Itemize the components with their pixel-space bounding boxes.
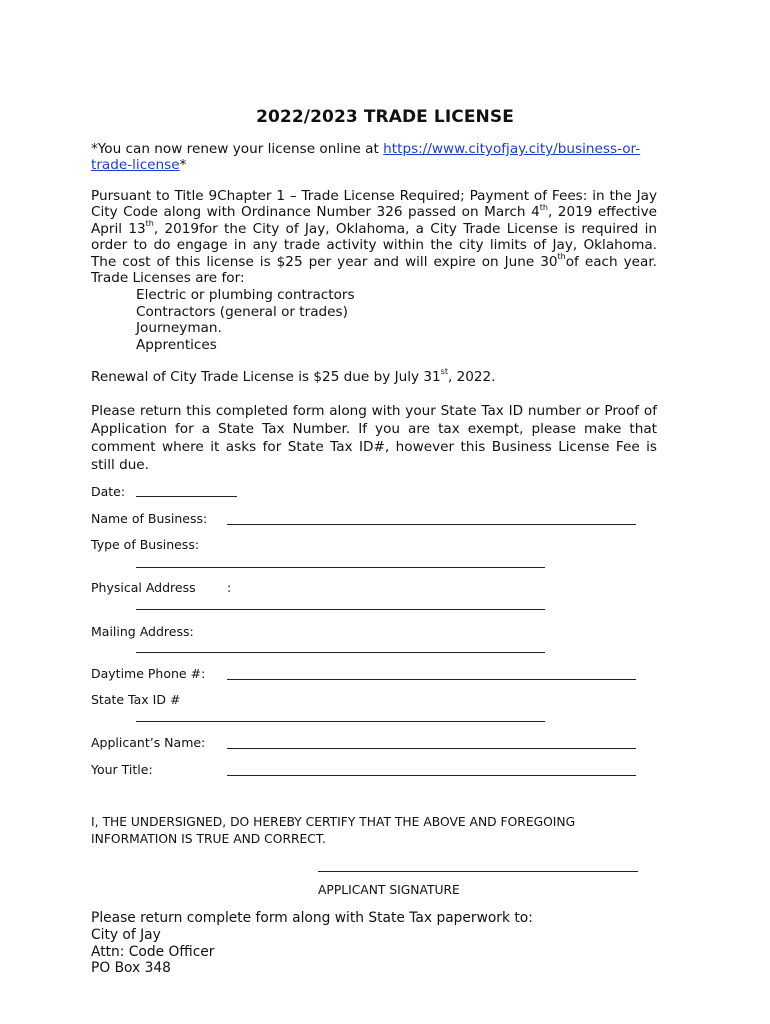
renewal-notice [91, 369, 657, 385]
signature-label: APPLICANT SIGNATURE [318, 883, 460, 897]
intro-sup-2: th [145, 219, 154, 229]
intro-sup-3: th [557, 252, 566, 262]
your-title-input-line[interactable] [227, 775, 636, 776]
date-input-line[interactable] [136, 496, 237, 497]
daytime-phone-input-line[interactable] [227, 679, 636, 680]
physical-address-label: Physical Address [91, 580, 196, 595]
license-types-list [136, 287, 355, 353]
applicant-name-input-line[interactable] [227, 748, 636, 749]
state-tax-id-label: State Tax ID # [91, 692, 181, 707]
renewal-link-continued[interactable]: trade-license [91, 157, 180, 174]
mailing-address-input-line[interactable] [136, 652, 545, 653]
return-address-line: PO Box 348 [91, 960, 171, 977]
signature-input-line[interactable] [318, 871, 638, 872]
your-title-label: Your Title: [91, 762, 153, 777]
return-address-block [91, 910, 533, 977]
online-note-suffix: * [179, 157, 187, 174]
intro-sup-1: th [539, 202, 548, 212]
license-type-item: Journeyman. [136, 320, 222, 336]
date-label: Date: [91, 484, 126, 499]
physical-address-colon: : [227, 580, 232, 595]
business-name-label: Name of Business: [91, 511, 208, 526]
applicant-name-label: Applicant’s Name: [91, 735, 206, 750]
certification-statement: I, THE UNDERSIGNED, DO HEREBY CERTIFY THAT THE ABOVE AND FOREGOING INFORMATION IS TRUE AND CORRECT. [91, 815, 576, 846]
physical-address-input-line[interactable] [136, 609, 545, 610]
intro-paragraph [91, 188, 657, 286]
intro-text-3: , 2019for the City of Jay, Oklahoma, a City Trade License is required in order to do engage in any trade activity within the city limits of Jay, Oklahoma. The cost of this license is $25 per year and will expire on June 30 [91, 220, 657, 270]
license-type-item: Contractors (general or trades) [136, 303, 348, 320]
instructions-paragraph: Please return this completed form along with your State Tax ID number or Proof of Application for a State Tax Number. If you are tax exempt, please make that comment where it asks for State Tax ID#, however this Business License Fee is still due. [91, 403, 657, 473]
return-address-line: City of Jay [91, 926, 161, 943]
return-address-line: Attn: Code Officer [91, 943, 215, 960]
renewal-link[interactable]: https://www.cityofjay.city/business-or- [383, 141, 641, 157]
daytime-phone-label: Daytime Phone #: [91, 666, 206, 681]
renewal-sup: st [440, 367, 448, 377]
mailing-address-label: Mailing Address: [91, 624, 194, 639]
online-note-prefix: *You can now renew your license online at [91, 141, 384, 157]
license-type-item: Apprentices [136, 336, 217, 353]
return-instruction: Please return complete form along with State Tax paperwork to: [91, 910, 533, 926]
business-name-input-line[interactable] [227, 524, 636, 525]
renewal-text: Renewal of City Trade License is $25 due by July 31 [91, 369, 441, 385]
business-type-label: Type of Business: [91, 537, 200, 552]
business-type-input-line[interactable] [136, 567, 545, 568]
online-renewal-note [91, 141, 657, 174]
state-tax-id-input-line[interactable] [136, 721, 545, 722]
intro-text-4: of each year. Trade Licenses are for: [91, 253, 657, 287]
renewal-end: , 2022. [447, 369, 496, 385]
form-title: 2022/2023 TRADE LICENSE [256, 107, 514, 127]
intro-text-1: Pursuant to Title 9Chapter 1 – Trade License Required; Payment of Fees: in the Jay City Code along with Ordinance Number 326 passed on March 4 [91, 188, 657, 221]
intro-text-2: , 2019 effective April 13 [91, 204, 657, 237]
license-type-item: Electric or plumbing contractors [136, 287, 355, 303]
